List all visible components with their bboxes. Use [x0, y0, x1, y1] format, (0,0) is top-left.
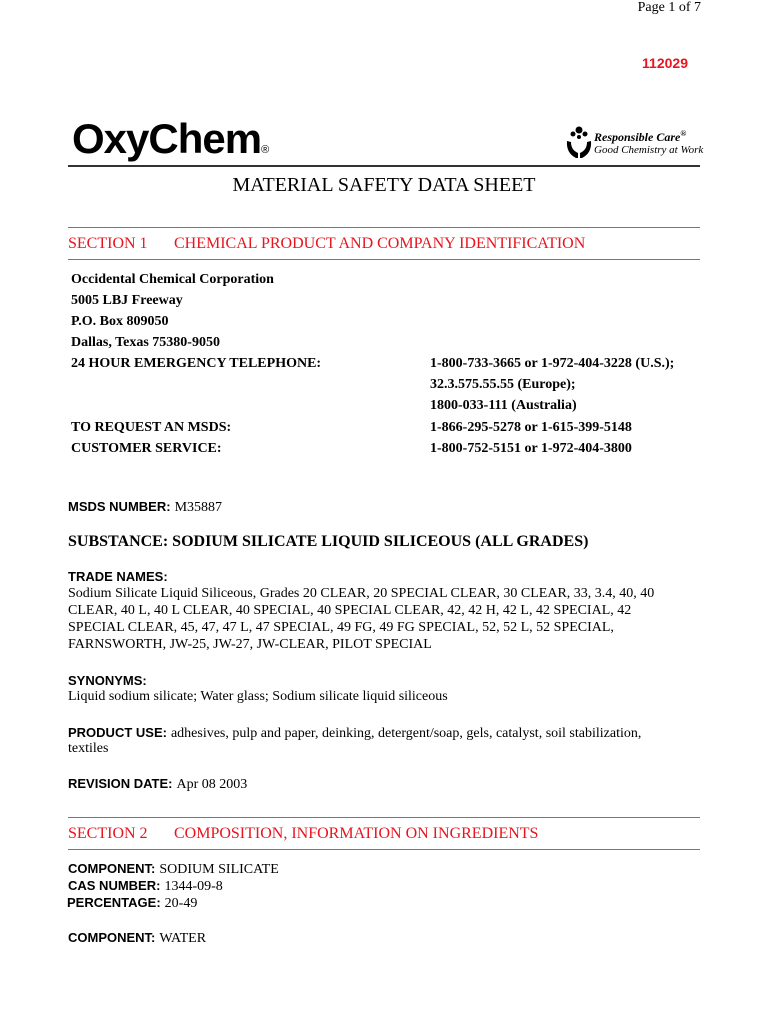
- msds-number-label: MSDS NUMBER:: [68, 499, 171, 514]
- company-pobox: P.O. Box 809050: [71, 314, 169, 329]
- percentage-label: PERCENTAGE:: [67, 895, 161, 910]
- component-2-value: WATER: [159, 931, 207, 946]
- revision-date-label: REVISION DATE:: [68, 776, 173, 791]
- responsible-care-hands-icon: [564, 123, 594, 161]
- percentage-row: [67, 894, 197, 912]
- product-use-row: [68, 724, 641, 742]
- responsible-care-logo: [564, 123, 704, 163]
- trade-names-line-4: FARNSWORTH, JW-25, JW-27, JW-CLEAR, PILOT SPECIAL: [68, 637, 432, 652]
- logo-registered-mark: ®: [261, 144, 270, 156]
- oxychem-logo: [72, 115, 270, 162]
- trade-names-label: TRADE NAMES:: [68, 569, 168, 584]
- percentage-value: 20-49: [164, 896, 198, 911]
- synonyms-label: SYNONYMS:: [68, 673, 147, 688]
- component-1-row: [68, 860, 279, 878]
- section2-title: COMPOSITION, INFORMATION ON INGREDIENTS: [174, 825, 539, 842]
- rc-registered-mark: ®: [680, 129, 687, 138]
- trade-names-line-1: Sodium Silicate Liquid Siliceous, Grades 20 CLEAR, 20 SPECIAL CLEAR, 30 CLEAR, 33, 3.4, 40, 40: [68, 586, 655, 601]
- section1-bottom-rule: [68, 259, 700, 260]
- rc-tagline: Good Chemistry at Work: [594, 144, 704, 156]
- emergency-phone-australia: 1800-033-111 (Australia): [430, 398, 577, 413]
- company-street: 5005 LBJ Freeway: [71, 293, 183, 308]
- component-1-value: SODIUM SILICATE: [159, 862, 279, 877]
- rc-title: Responsible Care: [594, 130, 681, 144]
- substance-value: SODIUM SILICATE LIQUID SILICEOUS (ALL GRADES): [172, 533, 589, 550]
- synonyms-value: Liquid sodium silicate; Water glass; Sodium silicate liquid siliceous: [68, 689, 448, 704]
- company-city: Dallas, Texas 75380-9050: [71, 335, 220, 350]
- document-id: 112029: [642, 55, 688, 71]
- emergency-phone-us: 1-800-733-3665 or 1-972-404-3228 (U.S.);: [430, 356, 675, 371]
- customer-service-phone: 1-800-752-5151 or 1-972-404-3800: [430, 441, 632, 456]
- product-use-value-cont: textiles: [68, 741, 109, 756]
- substance-row: [68, 533, 588, 551]
- logo-text: OxyChem: [72, 115, 262, 162]
- section1-title: CHEMICAL PRODUCT AND COMPANY IDENTIFICATION: [174, 235, 586, 252]
- section1-heading: [68, 235, 586, 253]
- component-2-row: [68, 929, 206, 947]
- page-number: Page 1 of 7: [637, 0, 701, 15]
- section2-bottom-rule: [68, 849, 700, 850]
- cas-number-row: [68, 877, 223, 895]
- section2-heading: [68, 825, 539, 843]
- trade-names-line-2: CLEAR, 40 L, 40 L CLEAR, 40 SPECIAL, 40 SPECIAL CLEAR, 42, 42 H, 42 L, 42 SPECIAL, 42: [68, 603, 632, 618]
- substance-label: SUBSTANCE:: [68, 533, 169, 550]
- component-1-label: COMPONENT:: [68, 861, 156, 876]
- msds-number-value: M35887: [174, 500, 223, 515]
- product-use-value: adhesives, pulp and paper, deinking, detergent/soap, gels, catalyst, soil stabilization,: [170, 726, 642, 741]
- revision-date-value: Apr 08 2003: [176, 777, 248, 792]
- cas-number-value: 1344-09-8: [164, 879, 223, 894]
- company-name: Occidental Chemical Corporation: [71, 272, 274, 287]
- revision-date-row: [68, 775, 247, 793]
- emergency-phone-europe: 32.3.575.55.55 (Europe);: [430, 377, 576, 392]
- msds-number-row: [68, 498, 222, 516]
- emergency-label: 24 HOUR EMERGENCY TELEPHONE:: [71, 356, 322, 371]
- document-title: MATERIAL SAFETY DATA SHEET: [232, 174, 536, 196]
- section2-top-rule: [68, 817, 700, 818]
- component-2-label: COMPONENT:: [68, 930, 156, 945]
- msds-request-phone: 1-866-295-5278 or 1-615-399-5148: [430, 420, 632, 435]
- trade-names-line-3: SPECIAL CLEAR, 45, 47, 47 L, 47 SPECIAL, 49 FG, 49 FG SPECIAL, 52, 52 L, 52 SPECIAL,: [68, 620, 614, 635]
- header-divider: [68, 165, 700, 167]
- customer-service-label: CUSTOMER SERVICE:: [71, 441, 222, 456]
- msds-request-label: TO REQUEST AN MSDS:: [71, 420, 232, 435]
- cas-number-label: CAS NUMBER:: [68, 878, 161, 893]
- section1-top-rule: [68, 227, 700, 228]
- section1-number: SECTION 1: [68, 235, 148, 252]
- section2-number: SECTION 2: [68, 825, 148, 842]
- product-use-label: PRODUCT USE:: [68, 725, 167, 740]
